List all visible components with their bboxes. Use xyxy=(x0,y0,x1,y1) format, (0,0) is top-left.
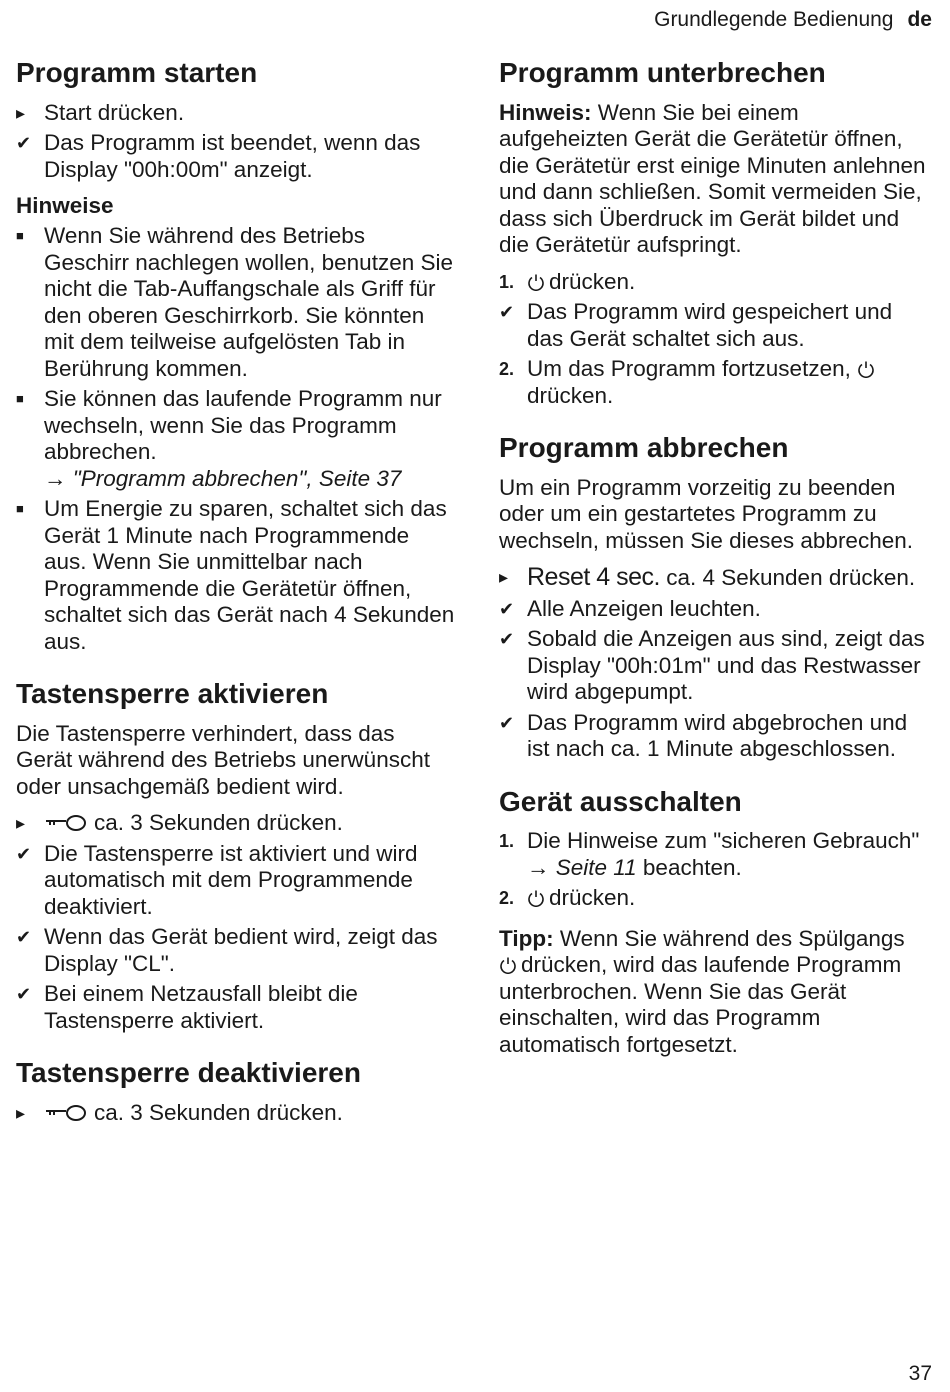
check-icon: ✔ xyxy=(499,598,515,619)
note-item: ■ Um Energie zu sparen, schaltet sich das Gerät 1 Minute nach Programmende aus. Wenn Sie unmittelbar nach Programmende die Gerätetür öffnen, schaltet sich das Gerät nach 4 Sekunden aus. xyxy=(16,496,455,654)
numbered-step: 1. drücken. xyxy=(499,268,636,294)
numbered-step: 1. Die Hinweise zum "sicheren Gebrauch" → Seite 11 beachten. xyxy=(499,828,920,880)
step-number: 2. xyxy=(499,888,515,909)
power-icon xyxy=(499,956,517,974)
result-step: ✔ Sobald die Anzeigen aus sind, zeigt das Display "00h:01m" und das Restwasser wird abgepumpt. xyxy=(499,626,925,705)
result-step: ✔ Bei einem Netzausfall bleibt die Tastensperre aktiviert. xyxy=(16,981,358,1033)
header-lang: de xyxy=(907,8,932,31)
action-step: ▸ Reset 4 sec. ca. 4 Sekunden drücken. xyxy=(499,563,916,592)
action-marker: ▸ xyxy=(16,102,26,123)
section-title: Tastensperre deaktivieren xyxy=(16,1057,361,1089)
section-title: Gerät ausschalten xyxy=(499,785,742,817)
hint-label: Hinweis: xyxy=(499,99,592,125)
section-programm-abbrechen xyxy=(499,431,931,763)
result-step: ✔ Alle Anzeigen leuchten. xyxy=(499,595,761,621)
check-icon: ✔ xyxy=(499,712,515,733)
note-item: ■ Sie können das laufende Programm nur wechseln, wenn Sie das Programm abbrechen. → "Programm abbrechen", Seite 37 xyxy=(16,386,442,491)
result-step: ✔ Wenn das Gerät bedient wird, zeigt das Display "CL". xyxy=(16,924,438,976)
hint-paragraph: Hinweis: Wenn Sie bei einem aufgeheizten Gerät die Gerätetür öffnen, die Gerätetür erst einige Minuten anlehnen und dann schließen. Somit vermeiden Sie, dass sich Überdruck im Gerät bildet und die Gerätetür aufspringt. xyxy=(499,99,926,258)
notes-heading: Hinweise xyxy=(16,193,114,219)
section-title: Programm abbrechen xyxy=(499,432,789,464)
tip-label: Tipp: xyxy=(499,925,554,951)
section-programm-unterbrechen xyxy=(499,56,931,409)
action-step: ▸ ca. 3 Sekunden drücken. xyxy=(16,1099,343,1125)
result-step: ✔ Das Programm ist beendet, wenn das Display "00h:00m" anzeigt. xyxy=(16,130,421,182)
page-reference: → "Programm abbrechen", Seite 37 xyxy=(44,465,402,491)
result-step: ✔ Das Programm wird gespeichert und das Gerät schaltet sich aus. xyxy=(499,299,893,351)
check-icon: ✔ xyxy=(16,133,32,154)
step-number: 1. xyxy=(499,831,515,852)
numbered-step: 2. Um das Programm fortzusetzen, drücken. xyxy=(499,356,931,409)
section-title: Programm starten xyxy=(16,57,258,88)
right-column xyxy=(499,56,931,1080)
step-number: 2. xyxy=(499,359,515,380)
section-tastensperre-aktivieren xyxy=(16,677,456,1034)
action-marker: ▸ xyxy=(16,1102,26,1123)
note-item: ■ Wenn Sie während des Betriebs Geschirr nachlegen wollen, benutzen Sie nicht die Tab-Auffangschale als Griff für den oberen Geschirrkorb. Sie könnten mit dem teilweise aufgelösten Tab in Berührung kommen. xyxy=(16,223,453,381)
check-icon: ✔ xyxy=(499,302,515,323)
page-number: 37 xyxy=(908,1362,932,1385)
action-marker: ▸ xyxy=(16,813,26,834)
check-icon: ✔ xyxy=(16,984,32,1005)
check-icon: ✔ xyxy=(16,843,32,864)
left-column xyxy=(16,56,456,1148)
numbered-step: 2. drücken. xyxy=(499,885,636,911)
result-step: ✔ Das Programm wird abgebrochen und ist nach ca. 1 Minute abgeschlossen. xyxy=(499,709,908,762)
power-icon xyxy=(857,360,875,378)
bullet-icon: ■ xyxy=(16,501,24,517)
reset-button-label: Reset 4 sec. xyxy=(527,563,660,592)
result-step: ✔ Die Tastensperre ist aktiviert und wird automatisch mit dem Programmende deaktiviert. xyxy=(16,840,418,919)
check-icon: ✔ xyxy=(499,629,515,650)
tip-paragraph: Tipp: Wenn Sie während des Spülgangs drücken, wird das laufende Programm unterbrochen. Wenn Sie das Gerät einschalten, wird das Programm automatisch fortgesetzt. xyxy=(499,925,905,1057)
section-title: Tastensperre aktivieren xyxy=(16,678,329,710)
section-title: Programm unterbrechen xyxy=(499,57,826,88)
intro-text: Um ein Programm vorzeitig zu beenden oder um ein gestartetes Programm zu wechseln, müssen Sie dieses abbrechen. xyxy=(499,474,913,553)
key-icon xyxy=(44,1103,88,1123)
section-programm-starten xyxy=(16,56,456,655)
page-header xyxy=(654,8,932,32)
section-tastensperre-deaktivieren xyxy=(16,1056,456,1126)
section-geraet-ausschalten xyxy=(499,785,931,1059)
action-step: ▸ Start drücken. xyxy=(16,99,185,125)
step-number: 1. xyxy=(499,271,515,292)
header-section: Grundlegende Bedienung xyxy=(654,8,894,31)
key-icon xyxy=(44,813,88,833)
page-reference: → Seite 11 xyxy=(527,854,637,880)
check-icon: ✔ xyxy=(16,927,32,948)
bullet-icon: ■ xyxy=(16,391,24,407)
power-icon xyxy=(527,273,545,291)
power-icon xyxy=(527,889,545,907)
intro-text: Die Tastensperre verhindert, dass das Gerät während des Betriebs unerwünscht oder unsachgemäß bedient wird. xyxy=(16,720,430,799)
action-marker: ▸ xyxy=(499,567,509,588)
action-step: ▸ ca. 3 Sekunden drücken. xyxy=(16,810,343,836)
bullet-icon: ■ xyxy=(16,228,24,244)
